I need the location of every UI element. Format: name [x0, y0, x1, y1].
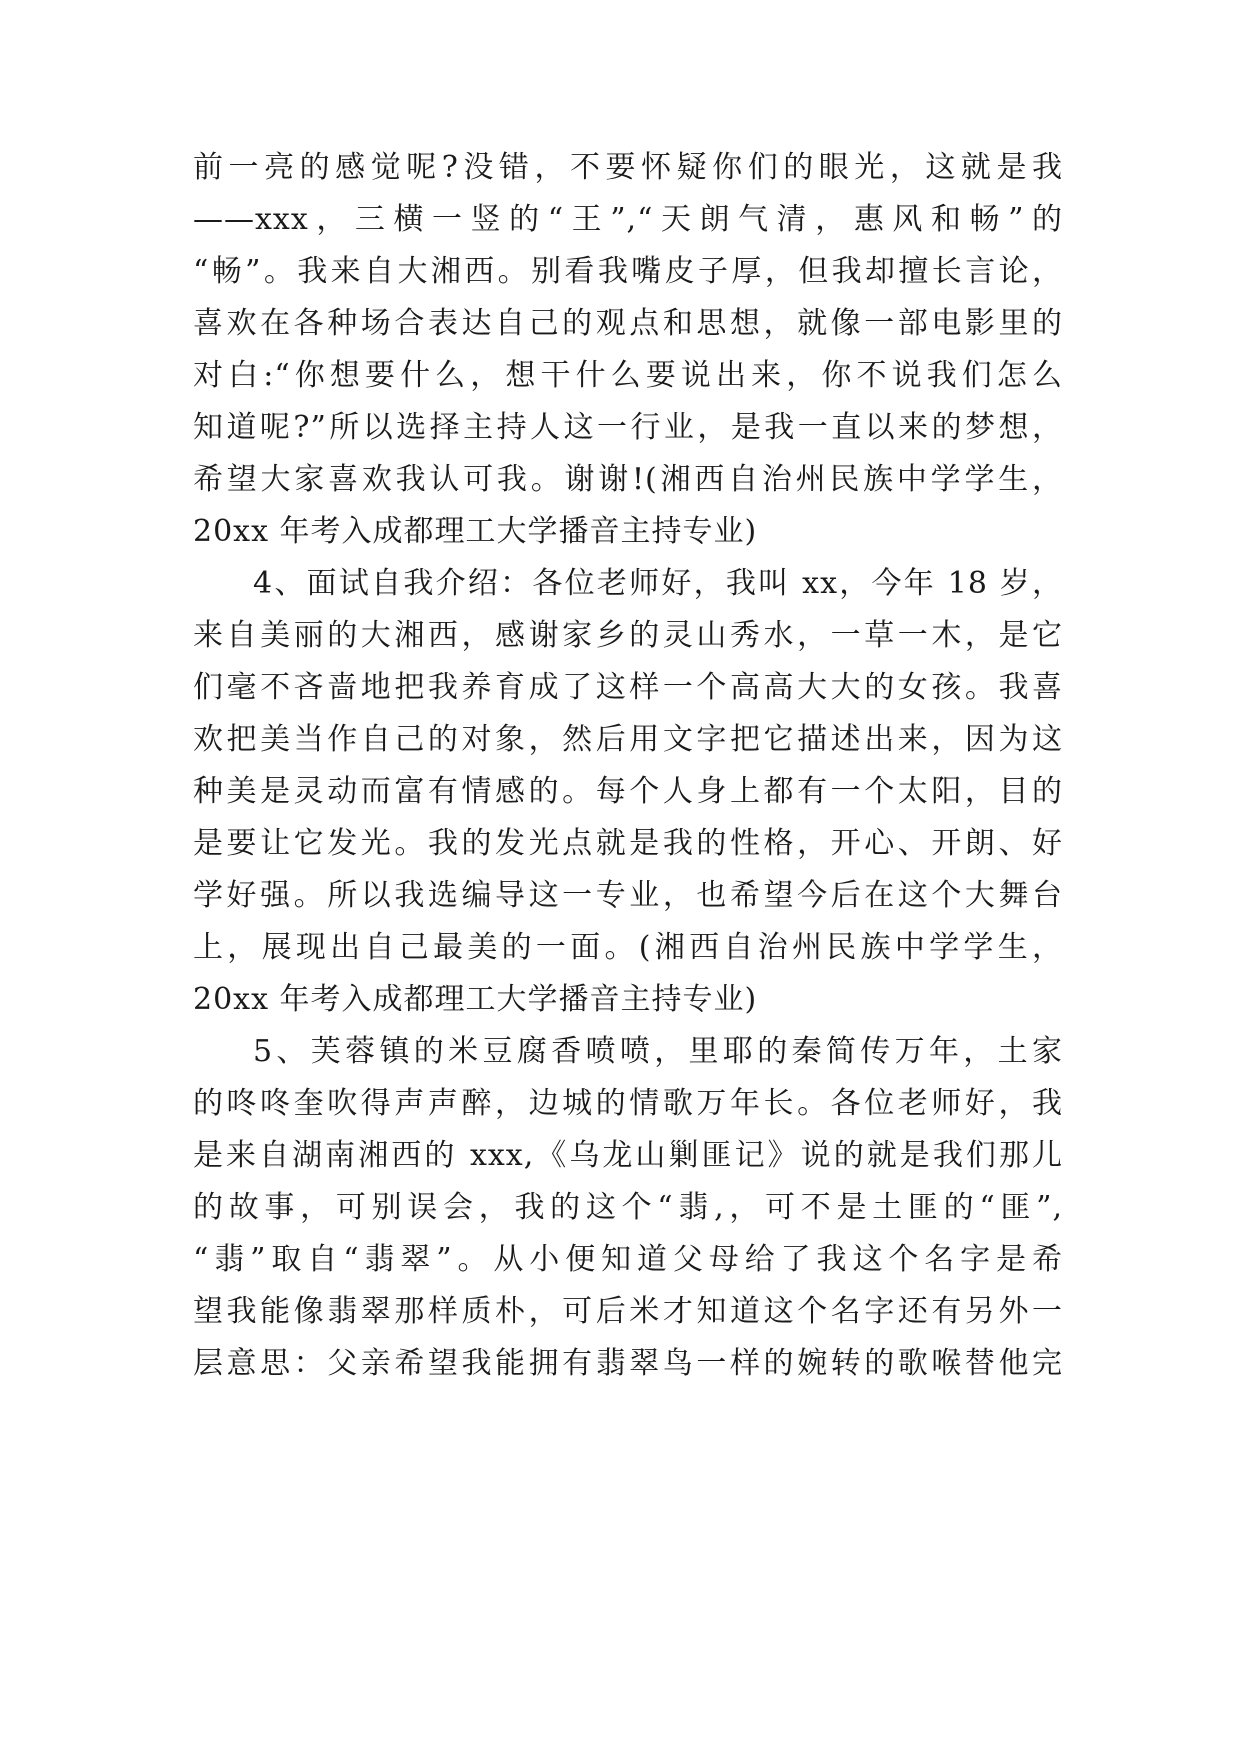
text-line: “畅”。我来自大湘西。别看我嘴皮子厚，但我却擅长言论，	[193, 254, 1063, 289]
text-line: 知道呢?”所以选择主持人这一行业，是我一直以来的梦想，	[193, 410, 1063, 445]
text-line: 对白:“你想要什么，想干什么要说出来，你不说我们怎么	[193, 358, 1063, 393]
text-line: 希望大家喜欢我认可我。谢谢!(湘西自治州民族中学学生，	[193, 462, 1063, 497]
text-line: 层意思：父亲希望我能拥有翡翠鸟一样的婉转的歌喉替他完	[193, 1346, 1063, 1381]
text-line: 的咚咚奎吹得声声醉，边城的情歌万年长。各位老师好，我	[193, 1086, 1063, 1121]
text-line: 望我能像翡翠那样质朴，可后米才知道这个名字还有另外一	[193, 1294, 1063, 1329]
text-line: 的故事，可别误会，我的这个“翡,，可不是土匪的“匪”,	[193, 1190, 1063, 1225]
text-line: 20xx 年考入成都理工大学播音主持专业)	[193, 982, 758, 1017]
paragraph-4-first-line: 4、面试自我介绍：各位老师好，我叫 xx，今年 18 岁，	[253, 566, 1063, 601]
text-line: 前一亮的感觉呢?没错，不要怀疑你们的眼光，这就是我	[193, 150, 1063, 185]
text-line: 上，展现出自己最美的一面。(湘西自治州民族中学学生，	[193, 930, 1063, 965]
text-line: 20xx 年考入成都理工大学播音主持专业)	[193, 514, 758, 549]
text-line: 来自美丽的大湘西，感谢家乡的灵山秀水，一草一木，是它	[193, 618, 1063, 653]
text-line: 是要让它发光。我的发光点就是我的性格，开心、开朗、好	[193, 826, 1063, 861]
text-line: “翡”取自“翡翠”。从小便知道父母给了我这个名字是希	[193, 1242, 1063, 1277]
text-line: ——xxx，三横一竖的“王”,“天朗气清，惠风和畅”的	[193, 202, 1063, 237]
text-line: 喜欢在各种场合表达自己的观点和思想，就像一部电影里的	[193, 306, 1063, 341]
text-line: 欢把美当作自己的对象，然后用文字把它描述出来，因为这	[193, 722, 1063, 757]
paragraph-5-first-line: 5、芙蓉镇的米豆腐香喷喷，里耶的秦简传万年，土家	[253, 1034, 1063, 1069]
text-line: 学好强。所以我选编导这一专业，也希望今后在这个大舞台	[193, 878, 1063, 913]
text-line: 种美是灵动而富有情感的。每个人身上都有一个太阳，目的	[193, 774, 1063, 809]
text-line: 们毫不吝啬地把我养育成了这样一个高高大大的女孩。我喜	[193, 670, 1063, 705]
text-line: 是来自湖南湘西的 xxx,《乌龙山剿匪记》说的就是我们那儿	[193, 1138, 1063, 1173]
